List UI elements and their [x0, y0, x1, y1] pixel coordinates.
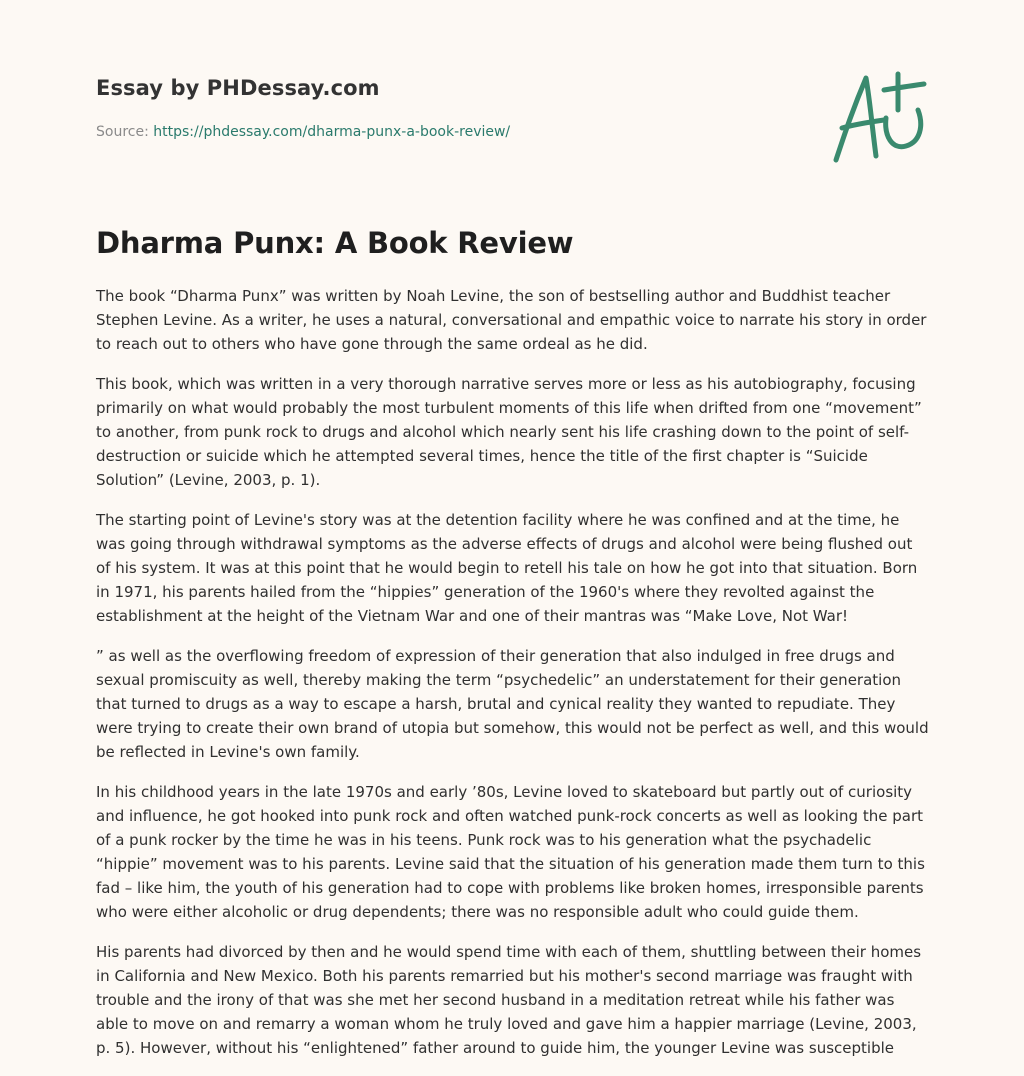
- header: [96, 0, 928, 200]
- paragraph: His parents had divorced by then and he would spend time with each of them, shuttling between their homes in California and New Mexico. Both his parents remarried but his mother's second marriage was fraught with trouble and the irony of that was she met her second husband in a meditation retreat while his father was able to move on and remarry a woman whom he truly loved and gave him a happier marriage (Levine, 2003, p. 5). However, without his “enlightened” father around to guide him, the younger Levine was susceptible: [96, 943, 922, 1057]
- source-link[interactable]: https://phdessay.com/dharma-punx-a-book-review/: [153, 124, 511, 140]
- paragraph: ” as well as the overflowing freedom of expression of their generation that also indulged in free drugs and sexual promiscuity as well, thereby making the term “psychedelic” an understatement for their generation that turned to drugs as a way to escape a harsh, brutal and cynical reality they wanted to repudiate. They were trying to create their own brand of utopia but somehow, this would not be perfect as well, and this would be reflected in Levine's own family.: [96, 647, 929, 761]
- source-label: Source:: [96, 124, 149, 140]
- paragraph: The starting point of Levine's story was at the detention facility where he was confined and at the time, he was going through withdrawal symptoms as the adverse effects of drugs and alcohol were being flushed out of his system. It was at this point that he would begin to retell his tale on how he got into that situation. Born in 1971, his parents hailed from the “hippies” generation of the 1960's where they revolted against the establishment at the height of the Vietnam War and one of their mantras was “Make Love, Not War!: [96, 511, 918, 625]
- paragraph: The book “Dharma Punx” was written by Noah Levine, the son of bestselling author and Buddhist teacher Stephen Levine. As a writer, he uses a natural, conversational and empathic voice to narrate his story in order to reach out to others who have gone through the same ordeal as he did.: [96, 287, 927, 353]
- site-brand: Essay by PHDessay.com: [96, 76, 380, 100]
- paragraph: This book, which was written in a very thorough narrative serves more or less as his autobiography, focusing primarily on what would probably the most turbulent moments of this life when drifted from one “movement” to another, from punk rock to drugs and alcohol which nearly sent his life crashing down to the point of self-destruction or suicide which he attempted several times, hence the title of the first chapter is “Suicide Solution” (Levine, 2003, p. 1).: [96, 375, 922, 489]
- paragraph: In his childhood years in the late 1970s and early ’80s, Levine loved to skateboard but partly out of curiosity and influence, he got hooked into punk rock and often watched punk-rock concerts as well as looking the part of a punk rocker by the time he was in his teens. Punk rock was to his generation what the psychadelic “hippie” movement was to his parents. Levine said that the situation of his generation made them turn to this fad – like him, the youth of his generation had to cope with problems like broken homes, irresponsible parents who were either alcoholic or drug dependents; there was no responsible adult who could guide them.: [96, 783, 925, 921]
- page-title: Dharma Punx: A Book Review: [96, 226, 574, 260]
- a-plus-logo-icon: [826, 66, 930, 166]
- article-body: [96, 284, 930, 1076]
- source-line: [96, 124, 510, 140]
